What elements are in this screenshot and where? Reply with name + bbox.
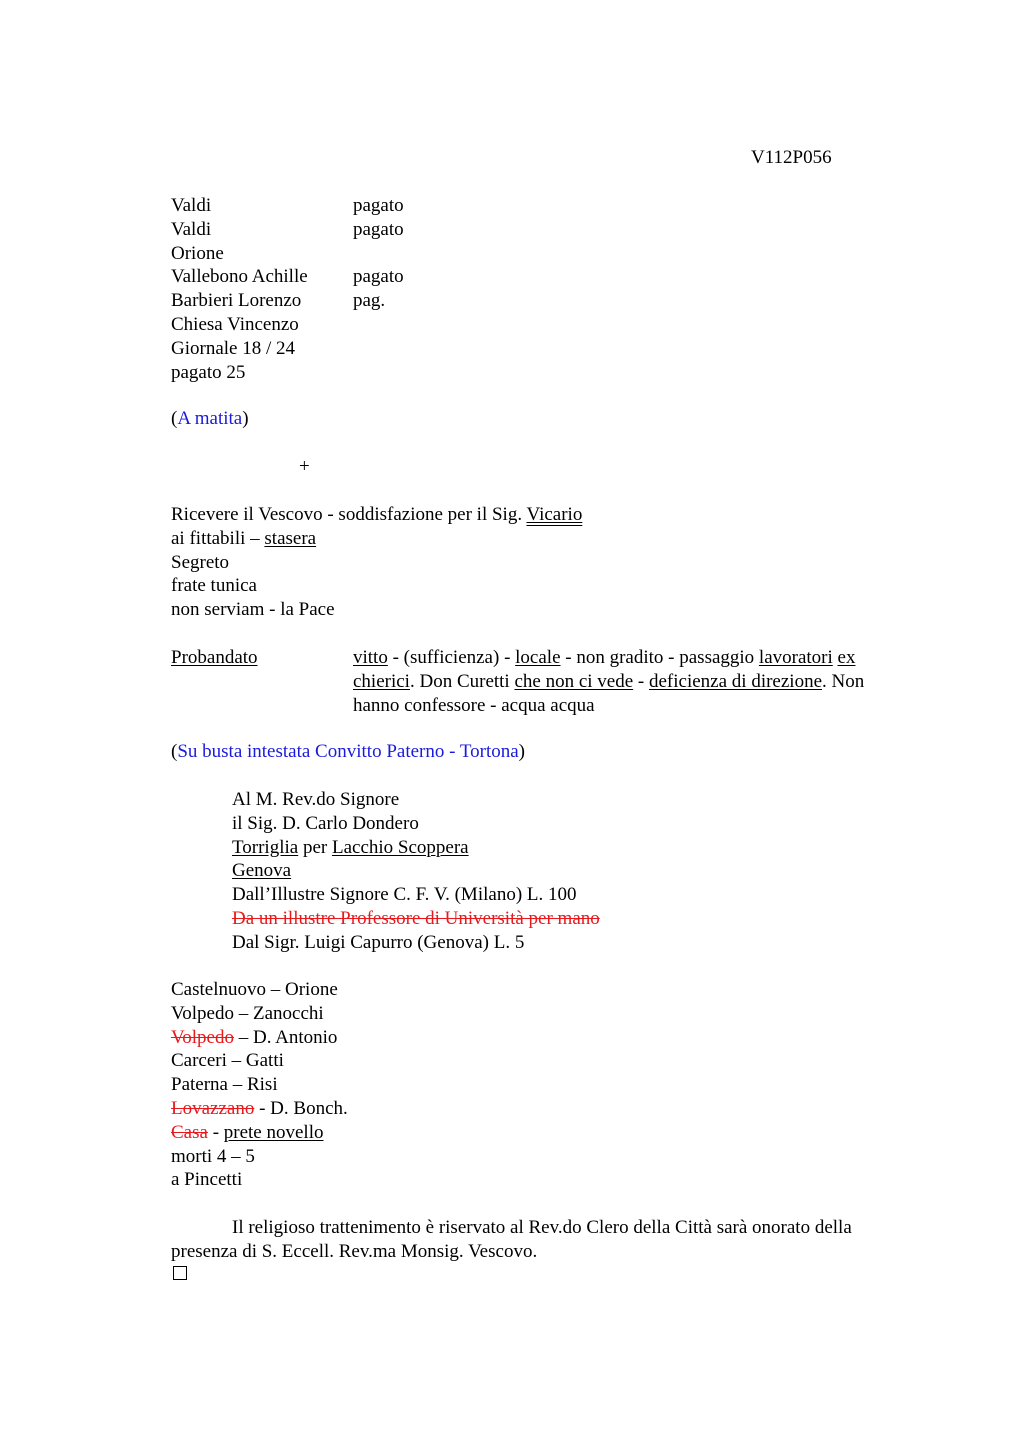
editor-note-pencil xyxy=(171,407,249,431)
text: - xyxy=(633,670,649,692)
text-line: Dall’Illustre Signore C. F. V. (Milano) L. 100 xyxy=(232,884,577,906)
note-text: Su busta intestata Convitto Paterno - Tortona xyxy=(177,741,519,762)
payment-status: pagato xyxy=(353,195,404,216)
payment-name: Valdi xyxy=(171,195,212,216)
payment-status: pagato xyxy=(353,266,404,288)
list-item: Paterna – Risi xyxy=(171,1074,278,1096)
struck-text: Da un illustre Professore di Università per mano xyxy=(232,907,600,929)
paren-open: ( xyxy=(171,741,178,762)
note-text: A matita xyxy=(177,408,243,429)
probandato-text xyxy=(353,646,864,717)
text: - D. Bonch. xyxy=(254,1097,348,1119)
list-item xyxy=(171,313,404,337)
envelope-address xyxy=(232,788,600,955)
text-line: Al M. Rev.do Signore xyxy=(232,789,400,810)
payment-name: pagato 25 xyxy=(171,361,246,383)
list-item xyxy=(171,1121,348,1145)
text-line: Il religioso trattenimento è riservato al Rev.do Clero della Città sarà onorato della xyxy=(232,1217,852,1238)
text: - xyxy=(207,1121,224,1143)
text-line xyxy=(171,503,582,527)
text: per xyxy=(298,836,332,858)
notes-block xyxy=(171,503,582,622)
paren-close: ) xyxy=(242,408,249,429)
paren-close: ) xyxy=(518,741,525,762)
editor-note-envelope xyxy=(171,740,525,764)
text-line: non serviam - la Pace xyxy=(171,599,335,621)
text-line xyxy=(232,907,600,931)
underlined-text: vitto xyxy=(353,647,388,668)
payment-name: Giornale 18 / 24 xyxy=(171,337,296,359)
struck-text: Lovazzano xyxy=(171,1097,255,1119)
payment-name: Chiesa Vincenzo xyxy=(171,313,299,335)
underlined-text: lavoratori xyxy=(758,647,833,668)
list-item: a Pincetti xyxy=(171,1169,243,1191)
list-item xyxy=(171,265,404,289)
list-item: Castelnuovo – Orione xyxy=(171,979,338,1000)
payment-status: pagato xyxy=(353,218,404,240)
list-item xyxy=(171,194,404,218)
text: - (sufficienza) - xyxy=(387,647,516,668)
payment-name: Orione xyxy=(171,242,224,264)
underlined-text: locale xyxy=(515,647,561,668)
payment-status: pag. xyxy=(353,290,386,312)
text-line: frate tunica xyxy=(171,575,257,597)
list-item xyxy=(171,218,404,242)
underlined-text: chierici xyxy=(353,670,410,692)
payment-name: Vallebono Achille xyxy=(171,266,308,288)
underlined-text: Genova xyxy=(232,860,292,882)
underlined-text: prete novello xyxy=(223,1121,324,1143)
text-line xyxy=(232,836,600,860)
underlined-text: deficienza di direzione xyxy=(649,670,823,692)
payments-list xyxy=(171,194,404,384)
text-line: Segreto xyxy=(171,551,230,573)
underlined-text: ex xyxy=(837,647,856,668)
text: . Non xyxy=(822,670,865,692)
payment-name: Barbieri Lorenzo xyxy=(171,290,302,312)
struck-text: Casa xyxy=(171,1121,208,1143)
list-item xyxy=(171,361,404,385)
page-id: V112P056 xyxy=(751,147,832,168)
paren-open: ( xyxy=(171,408,178,429)
text: – D. Antonio xyxy=(233,1026,338,1048)
list-item xyxy=(171,337,404,361)
text-line xyxy=(232,859,600,883)
plus-mark: + xyxy=(299,456,310,477)
text-line: Dal Sigr. Luigi Capurro (Genova) L. 5 xyxy=(232,931,525,953)
underlined-text: che non ci vede xyxy=(514,670,634,692)
struck-text: Volpedo xyxy=(171,1026,234,1048)
text: . Don Curetti xyxy=(409,670,515,692)
list-item: Carceri – Gatti xyxy=(171,1050,284,1072)
places-list xyxy=(171,978,348,1192)
list-item: morti 4 – 5 xyxy=(171,1145,255,1167)
list-item xyxy=(171,1026,348,1050)
underlined-text: stasera xyxy=(264,527,317,549)
text-line: presenza di S. Eccell. Rev.ma Monsig. Vescovo. xyxy=(171,1240,538,1262)
list-item xyxy=(171,1097,348,1121)
list-item: Volpedo – Zanocchi xyxy=(171,1002,324,1024)
list-item xyxy=(171,242,404,266)
payment-name: Valdi xyxy=(171,218,212,240)
text-line xyxy=(353,670,864,694)
text-line: il Sig. D. Carlo Dondero xyxy=(232,812,419,834)
underlined-text: Lacchio Scoppera xyxy=(331,836,469,858)
underlined-text: Torriglia xyxy=(232,836,299,858)
checkbox-square-icon xyxy=(173,1266,187,1280)
text: - non gradito - passaggio xyxy=(560,647,759,668)
text: Ricevere il Vescovo - soddisfazione per il Sig. xyxy=(171,504,527,525)
text: ai fittabili – xyxy=(171,527,265,549)
final-paragraph xyxy=(171,1216,852,1264)
text-line xyxy=(171,527,582,551)
text-line: hanno confessore - acqua acqua xyxy=(353,694,595,716)
text-line xyxy=(353,646,864,670)
underlined-text: Vicario xyxy=(526,504,583,525)
probandato-label: Probandato xyxy=(171,647,258,668)
list-item xyxy=(171,289,404,313)
